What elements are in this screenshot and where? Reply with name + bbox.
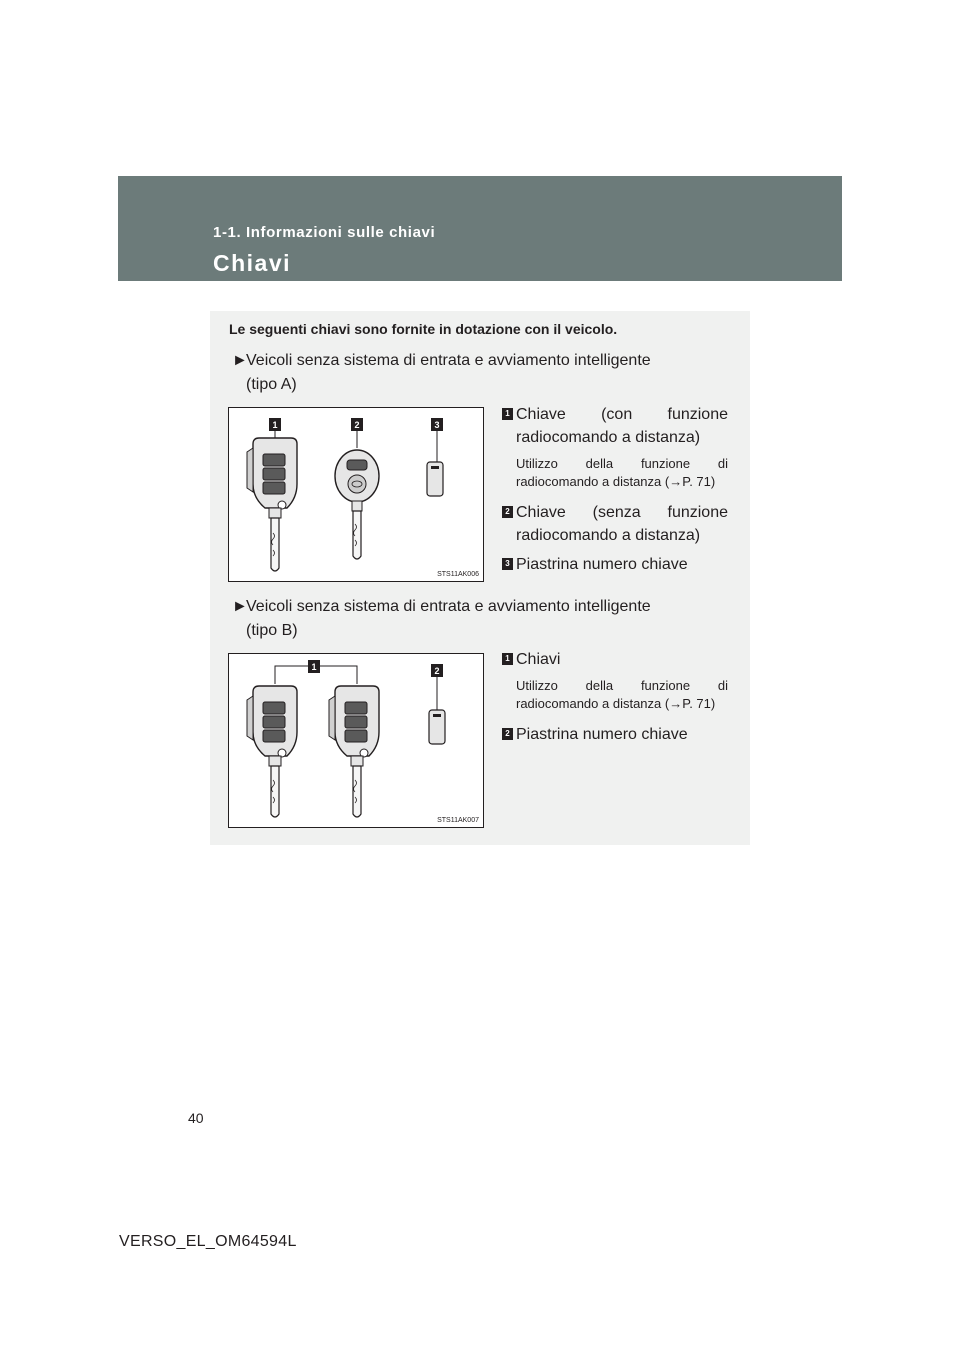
list-item: 1 Chiavi Utilizzo della funzione di radiocomando a distanza (→P. 71) (502, 648, 728, 713)
svg-text:1: 1 (272, 420, 278, 430)
intro-text: Le seguenti chiavi sono fornite in dotazione con il veicolo. (229, 321, 618, 337)
arrow-icon: ► (232, 352, 248, 369)
key-number-plate-icon (427, 462, 443, 496)
page-number: 40 (188, 1110, 204, 1126)
list-item: 2 Chiave (senza funzione radiocomando a distanza) (502, 501, 728, 547)
document-code: VERSO_EL_OM64594L (119, 1233, 297, 1250)
plain-key-icon (335, 450, 379, 559)
illustration-type-a (228, 407, 484, 582)
callout-1 (275, 660, 357, 684)
section-label: 1-1. Informazioni sulle chiavi (213, 224, 436, 241)
variant-a-items (502, 403, 728, 582)
chapter-header (118, 176, 842, 281)
illustration-code: STS11AK006 (437, 571, 479, 578)
callout-1 (269, 418, 281, 440)
illustration-code: STS11AK007 (437, 817, 479, 824)
variant-a-heading: ►Veicoli senza sistema di entrata e avviamento intelligente (tipo A) (232, 349, 712, 397)
item-number: 2 (502, 728, 513, 740)
svg-text:2: 2 (354, 420, 360, 430)
list-item: 3 Piastrina numero chiave (502, 553, 728, 576)
item-number: 1 (502, 408, 513, 420)
content-panel (210, 311, 750, 845)
page-title: Chiavi (213, 250, 292, 276)
illustration-type-b (228, 653, 484, 828)
callout-2 (431, 664, 443, 710)
item-number: 1 (502, 653, 513, 665)
variant-b-heading: ►Veicoli senza sistema di entrata e avviamento intelligente (tipo B) (232, 595, 712, 643)
remote-key-icon (329, 686, 379, 817)
list-item: 1 Chiave (con funzione radiocomando a distanza) Utilizzo della funzione di radiocomando a distanza (→P. 71) (502, 403, 728, 491)
remote-key-icon (247, 686, 297, 817)
svg-text:1: 1 (311, 662, 317, 672)
remote-key-icon (247, 438, 297, 571)
callout-2 (351, 418, 363, 448)
svg-text:2: 2 (434, 666, 440, 676)
svg-text:3: 3 (434, 420, 440, 430)
callout-3 (431, 418, 443, 462)
item-number: 3 (502, 558, 513, 570)
item-number: 2 (502, 506, 513, 518)
key-number-plate-icon (429, 710, 445, 744)
list-item: 2 Piastrina numero chiave (502, 723, 728, 746)
arrow-icon: ► (232, 598, 248, 615)
variant-b-items (502, 648, 728, 752)
